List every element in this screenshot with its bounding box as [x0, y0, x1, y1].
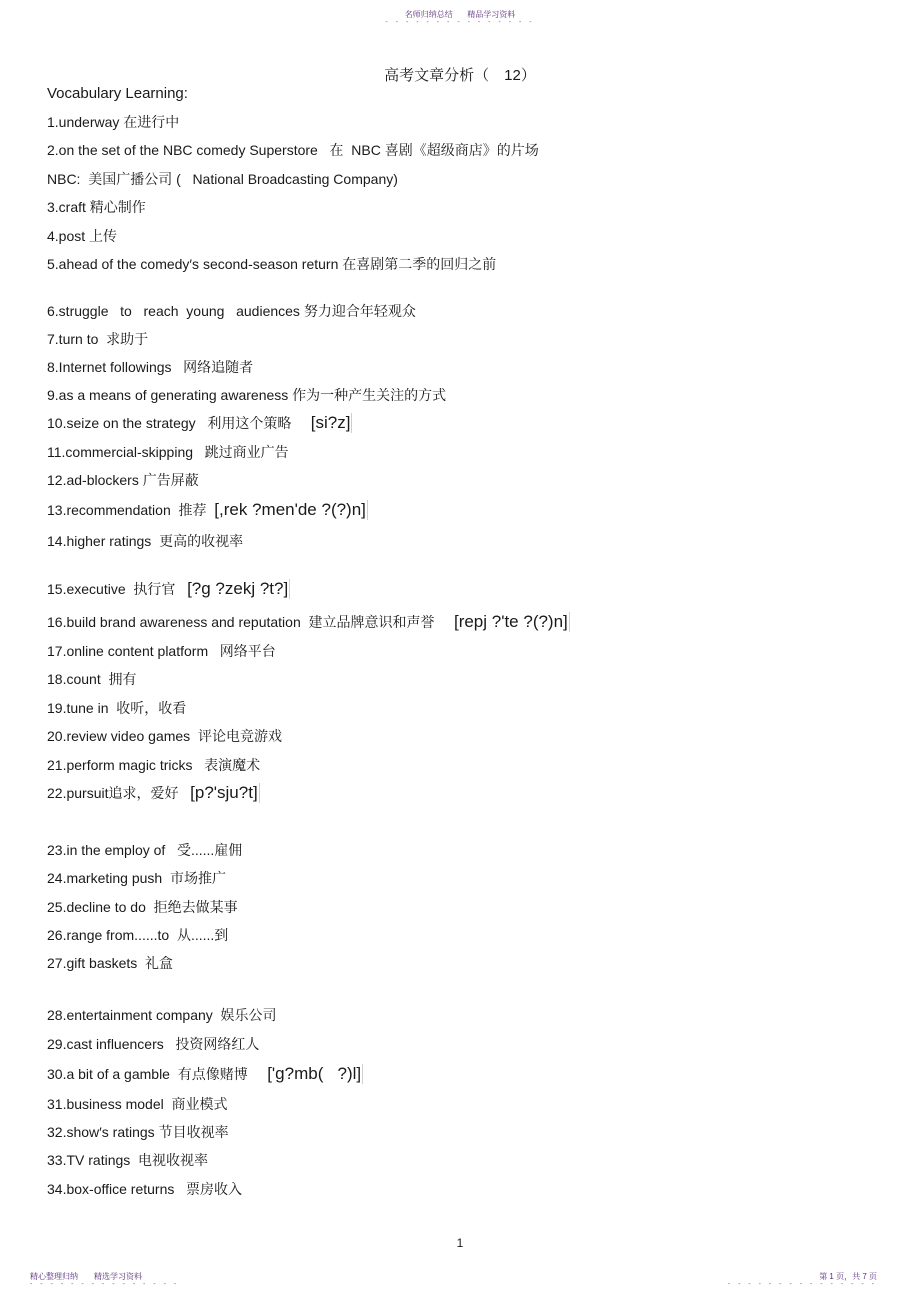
vocab-item [47, 413, 352, 433]
vocab-item [47, 1005, 277, 1025]
vocab-item [47, 1064, 363, 1084]
vocab-text: 33.TV ratings 电视收视率 [47, 1152, 209, 1168]
vocab-text: 8.Internet followings 网络追随者 [47, 359, 254, 375]
vocab-text: 18.count 拥有 [47, 671, 137, 687]
vocab-item [47, 755, 260, 775]
header-left-text: 名师归纳总结 [404, 10, 453, 19]
vocab-item [47, 226, 117, 246]
vocab-item [47, 925, 228, 945]
vocab-text: 15.executive 执行官 [47, 581, 188, 597]
vocab-text: 17.online content platform 网络平台 [47, 643, 276, 659]
vocab-text: 10.seize on the strategy 利用这个策略 [47, 415, 311, 431]
header-right-text: 精品学习资料 [467, 10, 516, 19]
vocab-item [47, 897, 238, 917]
vocab-item [47, 1122, 229, 1142]
vocab-phonetic: ['g?mb( ?)l] [267, 1064, 362, 1083]
footer-left [30, 1271, 179, 1288]
vocab-text: 24.marketing push 市场推广 [47, 870, 226, 886]
vocab-text: NBC: 美国广播公司 ( National Broadcasting Company) [47, 171, 398, 187]
vocab-text: 26.range from......to 从......到 [47, 927, 229, 943]
page-number: 1 [456, 1236, 464, 1250]
vocab-text: 9.as a means of generating awareness 作为一种产生关注的方式 [47, 387, 447, 403]
vocab-text: 2.on the set of the NBC comedy Superstore 在 NBC 喜剧《超级商店》的片场 [47, 142, 539, 158]
vocab-item [47, 1150, 208, 1170]
vocab-text: 34.box-office returns 票房收入 [47, 1181, 243, 1197]
vocab-text: 3.craft 精心制作 [47, 199, 146, 215]
vocab-item [47, 1094, 228, 1114]
vocab-phonetic: [repj ?'te ?(?)n] [453, 612, 568, 631]
page-title: 高考文章分析（ 12） [384, 67, 536, 84]
vocab-text: 28.entertainment company 娱乐公司 [47, 1007, 277, 1023]
vocab-text: 25.decline to do 拒绝去做某事 [47, 899, 238, 915]
vocab-text: 1.underway 在进行中 [47, 114, 180, 130]
vocab-item [47, 669, 137, 689]
footer-left-text: 精心整理归纳 精选学习资料 [30, 1272, 142, 1281]
vocab-item [47, 1034, 259, 1054]
vocab-text: 7.turn to 求助于 [47, 331, 149, 347]
vocab-item [47, 329, 148, 349]
header-dots: - - - - - - - - - - - - - - - [385, 19, 535, 26]
vocab-item [47, 385, 446, 405]
vocab-text: 16.build brand awareness and reputation 建立品牌意识和声誉 [47, 614, 454, 630]
vocab-item [47, 698, 186, 718]
vocab-item [47, 470, 199, 490]
vocab-text: 19.tune in 收听，收看 [47, 700, 187, 716]
vocab-item [47, 140, 539, 160]
footer-right-text: 第 1 页，共 7 页 [819, 1272, 877, 1281]
vocab-item [47, 301, 416, 321]
vocab-phonetic: [?g ?zekj ?t?] [187, 579, 289, 598]
vocab-text: 4.post 上传 [47, 228, 118, 244]
vocab-text: 14.higher ratings 更高的收视率 [47, 533, 244, 549]
vocab-text: 32.show′s ratings 节目收视率 [47, 1124, 229, 1140]
vocab-item [47, 868, 226, 888]
vocab-item [47, 783, 260, 803]
vocab-item [47, 612, 570, 632]
vocab-item [47, 953, 173, 973]
footer-right-dots: - - - - - - - - - - - - - - - [727, 1281, 877, 1288]
vocab-item [47, 442, 289, 462]
vocab-item [47, 197, 146, 217]
vocab-text: 11.commercial-skipping 跳过商业广告 [47, 444, 289, 460]
footer-right [728, 1271, 877, 1288]
vocab-text: 29.cast influencers 投资网络红人 [47, 1036, 260, 1052]
vocab-item [47, 169, 398, 189]
vocab-item [47, 254, 496, 274]
vocab-item [47, 579, 290, 599]
vocab-item [47, 641, 276, 661]
vocab-item [47, 357, 253, 377]
section-label: Vocabulary Learning: [47, 85, 188, 102]
page-header [0, 9, 920, 26]
vocab-item [47, 1179, 242, 1199]
vocab-text: 23.in the employ of 受......雇佣 [47, 842, 243, 858]
vocab-text: 13.recommendation 推荐 [47, 502, 215, 518]
vocab-phonetic: [p?'sju?t] [190, 783, 258, 802]
vocab-item [47, 531, 243, 551]
vocab-text: 31.business model 商业模式 [47, 1096, 228, 1112]
vocab-phonetic: [,rek ?men'de ?(?)n] [214, 500, 366, 519]
vocab-text: 12.ad-blockers 广告屏蔽 [47, 472, 199, 488]
vocab-text: 20.review video games 评论电竞游戏 [47, 728, 282, 744]
vocab-phonetic: [si?z] [310, 413, 351, 432]
vocab-item [47, 500, 368, 520]
vocab-text: 6.struggle to reach young audiences 努力迎合年轻观众 [47, 303, 416, 319]
vocab-text: 5.ahead of the comedy′s second-season return 在喜剧第二季的回归之前 [47, 256, 497, 272]
vocab-item [47, 112, 179, 132]
vocab-text: 21.perform magic tricks 表演魔术 [47, 757, 261, 773]
vocab-text: 27.gift baskets 礼盒 [47, 955, 174, 971]
vocab-text: 22.pursuit追求，爱好 [47, 785, 191, 801]
vocab-item [47, 840, 242, 860]
footer-left-dots: - - - - - - - - - - - - - - - [30, 1281, 180, 1288]
vocab-item [47, 726, 282, 746]
vocab-text: 30.a bit of a gamble 有点像赌博 [47, 1066, 268, 1082]
